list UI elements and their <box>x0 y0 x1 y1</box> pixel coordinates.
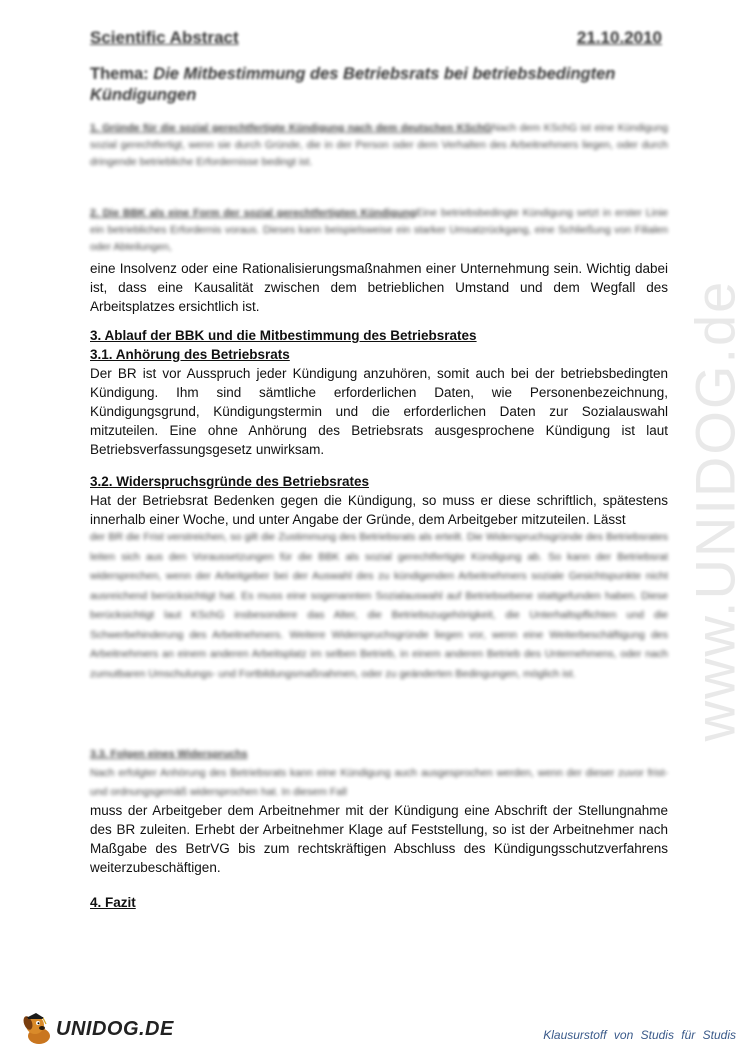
footer-tagline: Klausurstoff von Studis für Studis <box>543 1028 736 1042</box>
section-1-text: Nach dem KSchG ist eine Kündigung sozial gerechtfertigt, wenn sie durch Gründe, die in der Person oder dem Verhalten des Arbeitnehmers liegen, oder durch dringende betriebliche Erfordernisse bedingt ist. <box>90 122 668 168</box>
watermark <box>670 279 750 741</box>
dog-mascot-icon <box>22 1012 54 1046</box>
section-3-2 <box>90 472 668 529</box>
logo-label: UNIDOG.DE <box>56 1017 174 1040</box>
logo-text <box>56 1018 174 1041</box>
section-1-heading: 1. Gründe für die sozial gerechtfertigte Kündigung nach dem deutschen KSchG <box>90 122 492 134</box>
section-2-text-clear: eine Insolvenz oder eine Rationalisierungsmaßnahmen einer Unternehmung sein. Wichtig dabei ist, dass eine Kausalität zwischen dem betrieblichen Umstand und dem Wegfall des Arbeitsplatzes ersichtlich ist. <box>90 261 668 314</box>
section-2-blurred <box>90 205 668 256</box>
section-3-2-text-blurred: der BR die Frist verstreichen, so gilt die Zustimmung des Betriebsrats als erteilt. Die Widerspruchsgründe des Betriebsrates leiten sich aus den Voraussetzungen für die BBK als sozial gerechtfertigte Kündigung ab. So kann der Betriebsrat widersprechen, wenn der Arbeitgeber bei der Auswahl des zu kündigenden Arbeitnehmers soziale Gesichtspunkte nicht ausreichend berücksichtigt hat. Es muss eine sogenannten Sozialauswahl auf Betriebsebene stattgefunden haben. Diese berücksichtigt laut KSchG insbesondere das Alter, die Betriebszugehörigkeit, die Unterhaltspflichten und die Schwerbehinderung des Arbeitnehmers. Weitere Widerspruchsgründe liegen vor, wenn eine Weiterbeschäftigung des Arbeitnehmers an einem anderen Arbeitsplatz im selben Betrieb, in einem anderen Betrieb des Unternehmens, oder nach zumutbaren Umschulungs- und Fortbildungsmaßnahmen, oder zu geänderten Bedingungen, möglich ist. <box>90 531 668 680</box>
section-3-2-heading: 3.2. Widerspruchsgründe des Betriebsrates <box>90 474 369 489</box>
section-4 <box>90 893 668 912</box>
topic-prefix: Thema: <box>90 65 149 83</box>
document-topic <box>90 64 662 106</box>
topic-title: Die Mitbestimmung des Betriebsrats bei betriebsbedingten Kündigungen <box>90 65 616 104</box>
section-2-clear <box>90 259 668 316</box>
section-3-3-clear <box>90 801 668 877</box>
header-date: 21.10.2010 <box>576 28 662 47</box>
section-3-3-text-clear: muss der Arbeitgeber dem Arbeitnehmer mit der Kündigung eine Abschrift der Stellungnahme des BR zuleiten. Erhebt der Arbeitnehmer Klage auf Feststellung, so ist der Arbeitnehmer nach Maßgabe des BetrVG bis zum rechtskräftigen Abschluss des Kündigungsschutzverfahrens weiterzubeschäftigen. <box>90 803 668 875</box>
section-3-3-text-blurred: Nach erfolgter Anhörung des Betriebsrats kann eine Kündigung auch ausgesprochen werden, wenn der dieser zuvor frist- und ordnungsgemäß widersprochen hat. In diesem Fall <box>90 767 668 798</box>
section-4-heading: 4. Fazit <box>90 895 136 910</box>
document-header <box>90 28 662 48</box>
section-3-heading: 3. Ablauf der BBK und die Mitbestimmung des Betriebsrates <box>90 328 477 343</box>
header-title: Scientific Abstract <box>90 28 239 47</box>
section-1 <box>90 120 668 171</box>
section-3-2-text-clear: Hat der Betriebsrat Bedenken gegen die Kündigung, so muss er diese schriftlich, spätestens innerhalb einer Woche, und unter Angabe der Gründe, dem Arbeitgeber mitzuteilen. Lässt <box>90 493 668 527</box>
unidog-logo <box>22 1012 174 1046</box>
section-3-3-blurred <box>90 745 668 802</box>
section-2-text-blurred: Eine betriebsbedingte Kündigung setzt in erster Linie ein betriebliches Erfordernis voraus. Dieses kann beispielsweise ein starker Umsatzrückgang, eine Schließung von Filialen oder Abteilungen, <box>90 207 668 253</box>
section-3 <box>90 326 668 459</box>
section-3-3-heading: 3.3. Folgen eines Widerspruchs <box>90 748 248 760</box>
section-3-1-heading: 3.1. Anhörung des Betriebsrats <box>90 347 290 362</box>
section-3-1-text: Der BR ist vor Ausspruch jeder Kündigung anzuhören, somit auch bei der betriebsbedingten Kündigung. Ihm sind sämtliche erforderlichen Daten, wie Personenbezeichnung, Kündigungsgrund, Kündigungstermin und die erforderlichen Daten zur Sozialauswahl mitzuteilen. Eine ohne Anhörung des Betriebsrats ausgesprochene Kündigung ist laut Betriebsverfassungsgesetz unwirksam. <box>90 366 668 457</box>
watermark-text: www.UNIDOG.de <box>683 279 747 741</box>
section-3-2-blurred <box>90 528 668 684</box>
section-2-heading: 2. Die BBK als eine Form der sozial gerechtfertigten Kündigung <box>90 207 417 219</box>
